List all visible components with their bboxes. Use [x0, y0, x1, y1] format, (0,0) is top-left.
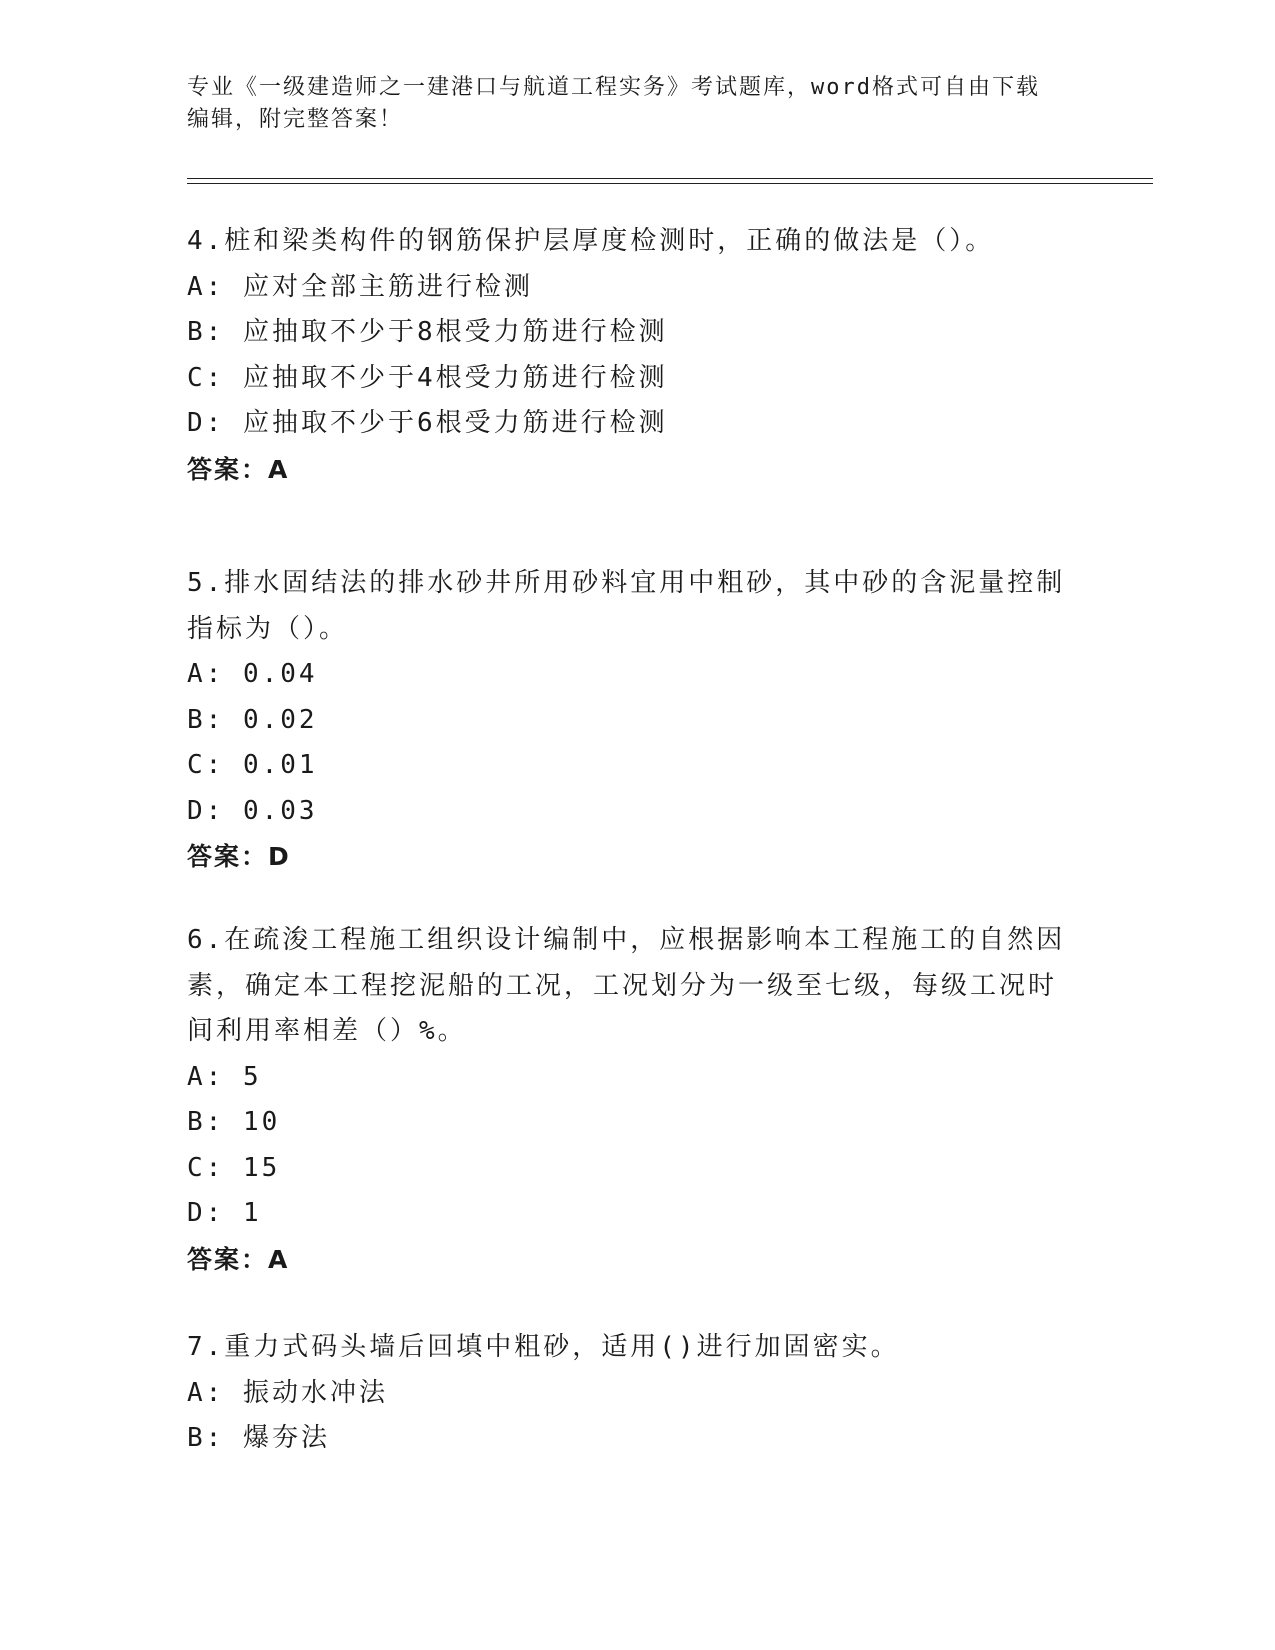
option-a: A: 应对全部主筋进行检测	[187, 271, 533, 302]
option-c: C: 15	[187, 1152, 281, 1183]
option-a: A: 5	[187, 1061, 262, 1092]
header-line-2: 编辑，附完整答案！	[187, 107, 404, 132]
question-7	[187, 1325, 1067, 1462]
question-stem: 7.重力式码头墙后回填中粗砂，适用()进行加固密实。	[187, 1332, 900, 1362]
question-stem: 素，确定本工程挖泥船的工况，工况划分为一级至七级，每级工况时	[187, 970, 1058, 1001]
header-divider-top	[187, 178, 1153, 179]
answer-line: 答案：A	[187, 1244, 290, 1274]
option-b: B: 应抽取不少于8根受力筋进行检测	[187, 317, 668, 347]
answer-line: 答案：D	[187, 842, 291, 871]
option-d: D: 应抽取不少于6根受力筋进行检测	[187, 408, 668, 438]
question-stem: 指标为（）。	[187, 613, 349, 644]
option-a: A: 振动水冲法	[187, 1377, 388, 1408]
question-stem: 6.在疏浚工程施工组织设计编制中，应根据影响本工程施工的自然因	[187, 925, 1066, 955]
option-d: D: 0.03	[187, 795, 318, 826]
header-line-1: 专业《一级建造师之一建港口与航道工程实务》考试题库，word格式可自由下载	[187, 75, 1040, 100]
document-header	[187, 72, 1067, 136]
option-b: B: 爆夯法	[187, 1423, 330, 1453]
answer-line: 答案：A	[187, 454, 290, 484]
question-stem: 4.桩和梁类构件的钢筋保护层厚度检测时，正确的做法是（）。	[187, 226, 995, 256]
option-c: C: 应抽取不少于4根受力筋进行检测	[187, 362, 668, 393]
option-d: D: 1	[187, 1198, 262, 1228]
question-6	[187, 918, 1067, 1282]
option-b: B: 10	[187, 1107, 281, 1137]
option-c: C: 0.01	[187, 750, 318, 780]
question-4	[187, 219, 1067, 492]
question-stem: 5.排水固结法的排水砂井所用砂料宜用中粗砂，其中砂的含泥量控制	[187, 568, 1066, 598]
header-divider-bottom	[187, 183, 1153, 184]
question-stem: 间利用率相差（）%。	[187, 1016, 467, 1046]
option-a: A: 0.04	[187, 659, 318, 689]
option-b: B: 0.02	[187, 704, 318, 735]
question-5	[187, 561, 1067, 880]
